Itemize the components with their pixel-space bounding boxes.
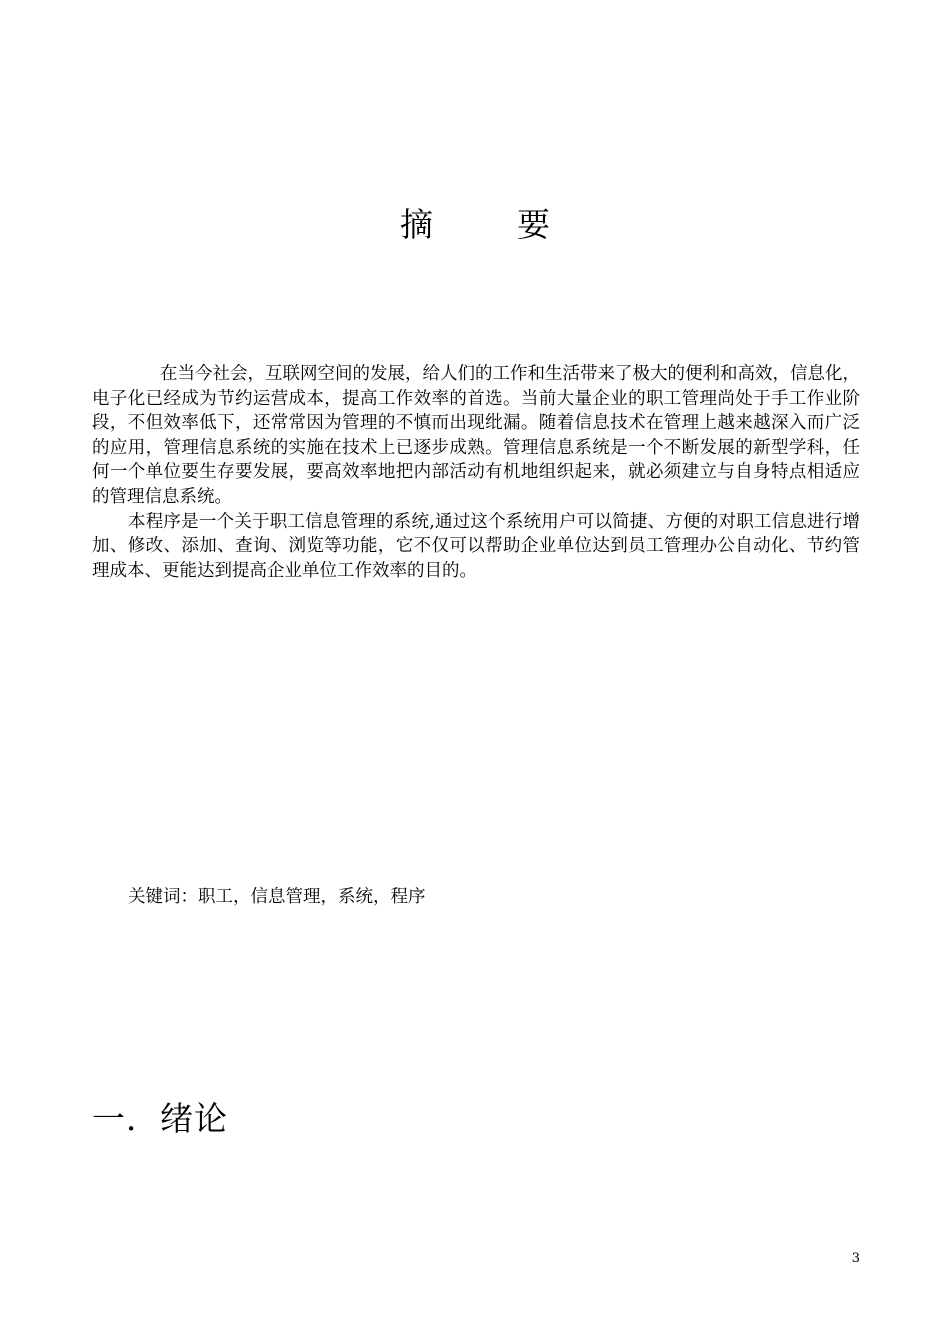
page-number: 3 [851,1251,860,1266]
abstract-paragraph-1: 在当今社会，互联网空间的发展，给人们的工作和生活带来了极大的便利和高效，信息化，电子化已经成为节约运营成本，提高工作效率的首选。当前大量企业的职工管理尚处于手工作业阶段，不但效率低下，还常常因为管理的不慎而出现纰漏。随着信息技术在管理上越来越深入而广泛的应用，管理信息系统的实施在技术上已逐步成熟。管理信息系统是一个不断发展的新型学科，任何一个单位要生存要发展，要高效率地把内部活动有机地组织起来，就必须建立与自身特点相适应的管理信息系统。 [92,364,860,507]
section-heading-introduction: 一．绪论 [92,1099,228,1138]
abstract-body [92,362,860,583]
abstract-paragraph-2: 本程序是一个关于职工信息管理的系统,通过这个系统用户可以简捷、方便的对职工信息进行增加、修改、添加、查询、浏览等功能，它不仅可以帮助企业单位达到员工管理办公自动化、节约管理成本、更能达到提高企业单位工作效率的目的。 [92,511,860,581]
keywords-line: 关键词：职工，信息管理，系统，程序 [128,887,426,907]
abstract-title: 摘要 [400,205,634,244]
